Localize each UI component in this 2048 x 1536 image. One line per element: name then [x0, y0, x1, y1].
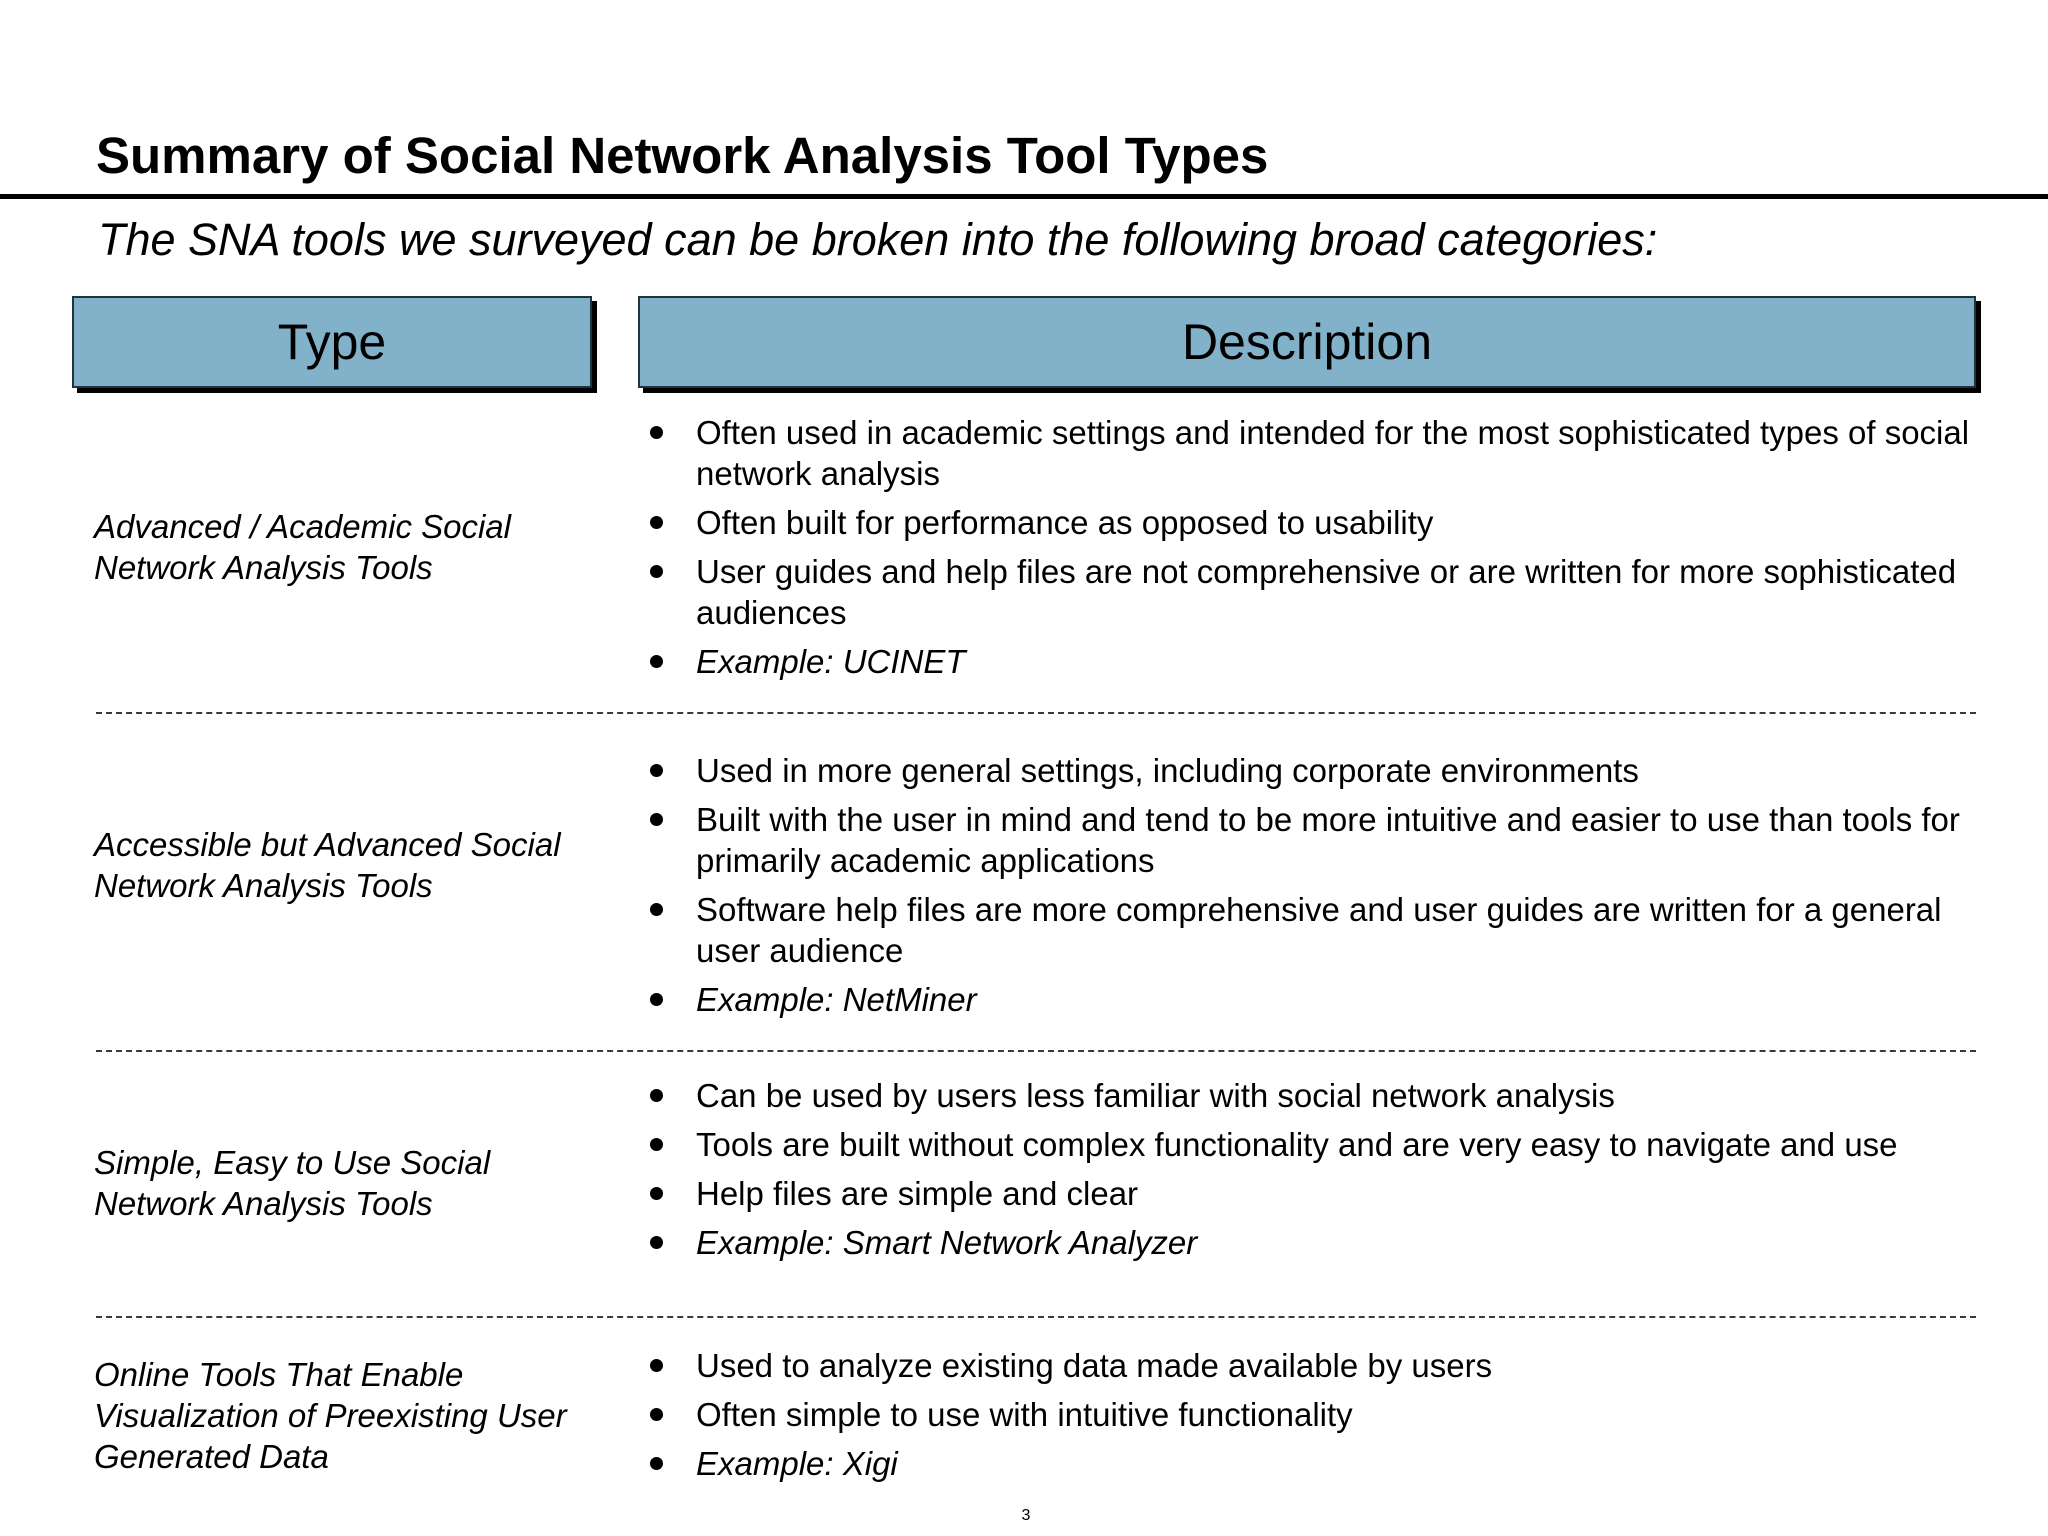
bullet-icon — [650, 655, 663, 668]
list-item: Often built for performance as opposed to usability — [650, 502, 1980, 543]
description-column-header: Description — [638, 296, 1976, 388]
tool-type-label: Accessible but Advanced Social Network Analysis Tools — [94, 826, 561, 904]
type-column-header: Type — [72, 296, 592, 388]
bullet-icon — [650, 993, 663, 1006]
bullet-icon — [650, 1457, 663, 1470]
list-item: Often simple to use with intuitive functionality — [650, 1394, 1980, 1435]
list-item: Tools are built without complex functionality and are very easy to navigate and use — [650, 1124, 1980, 1165]
tool-type-label: Advanced / Academic Social Network Analysis Tools — [94, 508, 511, 586]
description-list — [650, 412, 1980, 690]
list-item: Software help files are more comprehensive and user guides are written for a general user audience — [650, 889, 1980, 971]
list-item: Help files are simple and clear — [650, 1173, 1980, 1214]
list-item: Built with the user in mind and tend to be more intuitive and easier to use than tools for primarily academic applications — [650, 799, 1980, 881]
example-item: Example: Smart Network Analyzer — [650, 1222, 1980, 1263]
description-list — [650, 1345, 1980, 1492]
title-rule — [0, 194, 2048, 199]
bullet-icon — [650, 516, 663, 529]
bullet-icon — [650, 1359, 663, 1372]
bullet-icon — [650, 1236, 663, 1249]
bullet-icon — [650, 1187, 663, 1200]
description-list — [650, 1075, 1980, 1271]
bullet-icon — [650, 565, 663, 578]
row-divider — [96, 712, 1976, 714]
row-divider — [96, 1050, 1976, 1052]
example-item: Example: NetMiner — [650, 979, 1980, 1020]
tool-type-label: Simple, Easy to Use Social Network Analysis Tools — [94, 1144, 491, 1222]
tool-type-label: Online Tools That Enable Visualization of Preexisting User Generated Data — [94, 1356, 567, 1475]
bullet-icon — [650, 1089, 663, 1102]
list-item: Can be used by users less familiar with social network analysis — [650, 1075, 1980, 1116]
list-item: Used in more general settings, including corporate environments — [650, 750, 1980, 791]
slide-title: Summary of Social Network Analysis Tool Types — [96, 127, 1269, 184]
bullet-icon — [650, 764, 663, 777]
bullet-icon — [650, 813, 663, 826]
description-list — [650, 750, 1980, 1028]
bullet-icon — [650, 426, 663, 439]
list-item: User guides and help files are not comprehensive or are written for more sophisticated audiences — [650, 551, 1980, 633]
row-divider — [96, 1316, 1976, 1318]
bullet-icon — [650, 1138, 663, 1151]
page-number: 3 — [1021, 1507, 1031, 1524]
list-item: Often used in academic settings and intended for the most sophisticated types of social network analysis — [650, 412, 1980, 494]
example-item: Example: Xigi — [650, 1443, 1980, 1484]
list-item: Used to analyze existing data made available by users — [650, 1345, 1980, 1386]
bullet-icon — [650, 903, 663, 916]
slide-subtitle: The SNA tools we surveyed can be broken into the following broad categories: — [98, 214, 1658, 265]
bullet-icon — [650, 1408, 663, 1421]
example-item: Example: UCINET — [650, 641, 1980, 682]
